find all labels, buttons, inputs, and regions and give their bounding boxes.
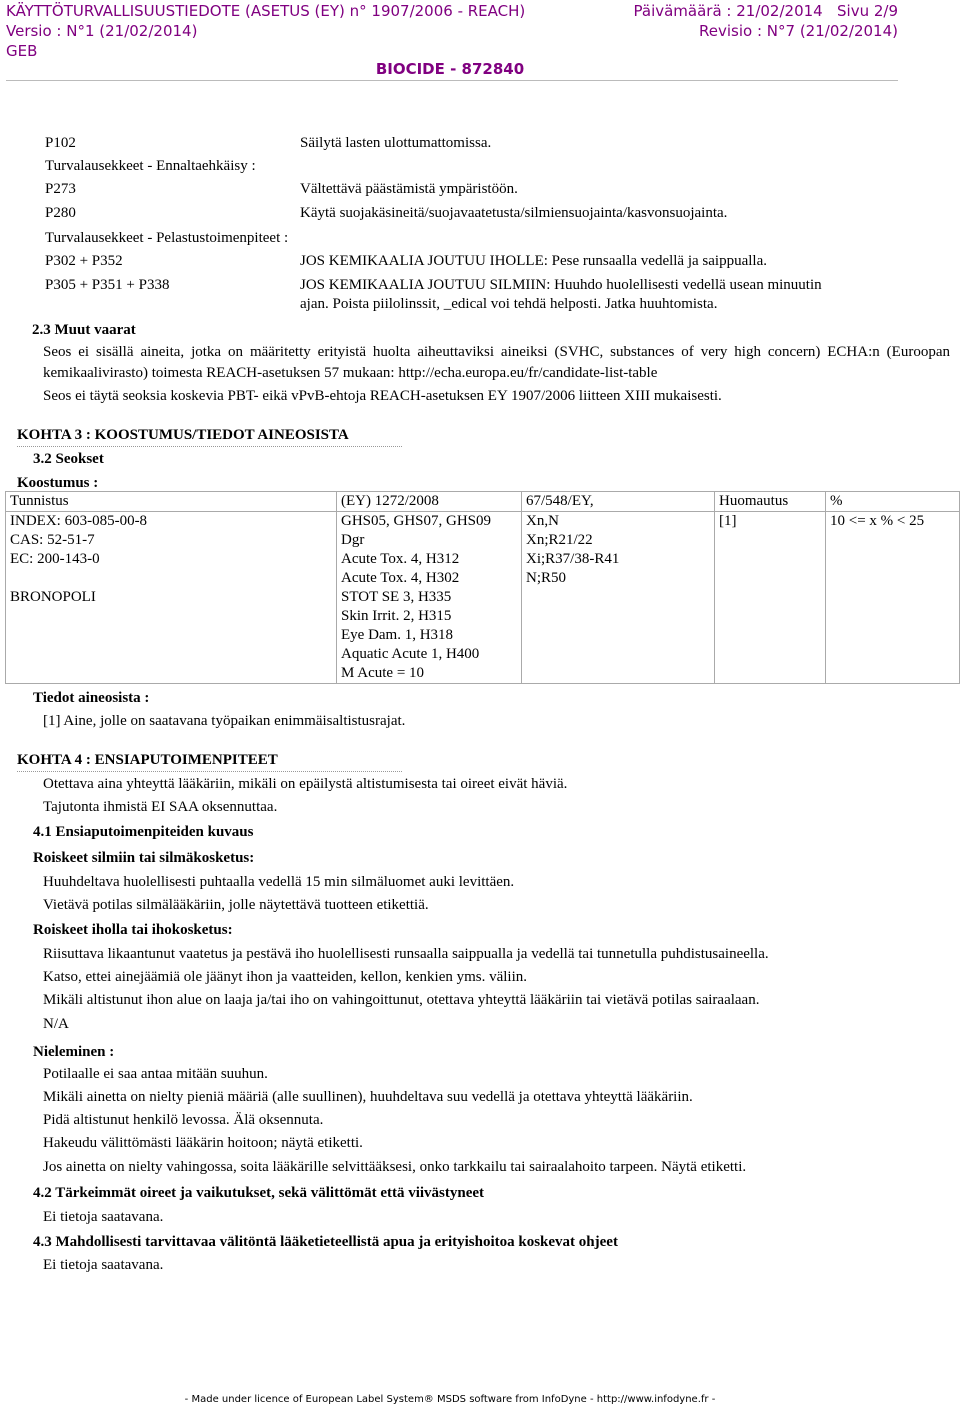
precaution-text-cont: ajan. Poista piilolinssit, _edical voi tehdä helposti. Jatka huuhtomista. [300, 296, 718, 312]
page-number: Sivu 2/9 [837, 2, 898, 20]
section-4-3-text: Ei tietoja saatavana. [43, 1257, 164, 1273]
document-title: KÄYTTÖTURVALLISUUSTIEDOTE (ASETUS (EY) n° 1907/2006 - REACH) [6, 2, 526, 20]
section-4-2-heading: 4.2 Tärkeimmät oireet ja vaikutukset, sekä välittömät että viivästyneet [33, 1185, 485, 1201]
pbt-paragraph: Seos ei täytä seoksia koskevia PBT- eikä vPvB-ehtoja REACH-asetuksen EY 1907/2006 liitteen XIII mukaisesti. [43, 388, 722, 404]
language-code: GEB [6, 42, 38, 60]
ingestion-text: Potilaalle ei saa antaa mitään suuhun. [43, 1066, 268, 1082]
section-4-heading: KOHTA 4 : ENSIAPUTOIMENPITEET [17, 752, 278, 768]
skin-text: Riisuttava likaantunut vaatetus ja pestävä iho huolellisesti runsaalla saippualla ja vedellä tai tunnetulla puhdistusaineella. [43, 946, 769, 962]
clp-line: Acute Tox. 4, H312 [341, 551, 460, 567]
skin-text: Katso, ettei ainejäämiä ole jäänyt ihon ja vaatteiden, kellon, kenkien yms. väliin. [43, 969, 528, 985]
clp-line: Skin Irrit. 2, H315 [341, 608, 452, 624]
eyes-text: Huuhdeltava huolellisesti puhtaalla vedellä 15 min silmäluomet auki levittäen. [43, 874, 515, 890]
version-text: Versio : N°1 (21/02/2014) [6, 22, 198, 40]
precaution-code: P102 [45, 135, 76, 151]
header-divider [6, 80, 898, 81]
ingredient-info-text: [1] Aine, jolle on saatavana työpaikan enimmäisaltistusrajat. [43, 713, 406, 729]
ingestion-text: Jos ainetta on nielty vahingossa, soita lääkärille selvittääksesi, onko tarkkailu tai sairaalahoito tarpeen. Näytä etiketti. [43, 1159, 747, 1175]
product-name: BIOCIDE - 872840 [375, 60, 525, 78]
header-cell: Huomautus [715, 492, 826, 512]
section-4-2-text: Ei tietoja saatavana. [43, 1209, 164, 1225]
precaution-category: Turvalausekkeet - Ennaltaehkäisy : [45, 158, 256, 174]
precaution-code: P273 [45, 181, 76, 197]
ingestion-text: Pidä altistunut henkilö levossa. Älä oksennuta. [43, 1112, 324, 1128]
identification-cell [6, 512, 337, 684]
note-cell: [1] [715, 512, 826, 684]
substance-name: BRONOPOLI [10, 589, 96, 605]
dsd-line: Xn;R21/22 [526, 532, 593, 548]
eyes-label: Roiskeet silmiin tai silmäkosketus: [33, 850, 255, 866]
section-4-underline [17, 771, 402, 772]
clp-cell [337, 512, 522, 684]
eyes-text: Vietävä potilas silmälääkäriin, jolle näytettävä tuotteen etikettiä. [43, 897, 429, 913]
ingestion-text: Hakeudu välittömästi lääkärin hoitoon; näytä etiketti. [43, 1135, 363, 1151]
ingestion-label: Nieleminen : [33, 1044, 115, 1060]
clp-line: Eye Dam. 1, H318 [341, 627, 454, 643]
skin-label: Roiskeet iholla tai ihokosketus: [33, 922, 233, 938]
clp-line: Acute Tox. 4, H302 [341, 570, 460, 586]
dsd-cell [522, 512, 715, 684]
svhc-paragraph: Seos ei sisällä aineita, jotka on määritetty erityistä huolta aiheuttaviksi aineiksi (SVHC, substances of very high concern) ECHA:n (Euroopan kemikaalivirasto) toimesta REACH-asetuksen 57 mukaan: http://echa.europa.eu/fr/candidate-list-table [43, 344, 950, 381]
clp-line: M Acute = 10 [341, 665, 425, 681]
first-aid-intro: Otettava aina yhteyttä lääkäriin, mikäli on epäilystä altistumisesta tai oireet eivät häviä. [43, 776, 568, 792]
precaution-text: JOS KEMIKAALIA JOUTUU SILMIIN: Huuhdo huolellisesti vedellä usean minuutin [300, 277, 822, 293]
skin-text: Mikäli altistunut ihon alue on laaja ja/tai iho on vahingoittunut, otettava yhteyttä lääkäriin tai vietävä potilas sairaalaan. [43, 992, 760, 1008]
composition-table [5, 491, 960, 684]
clp-line: Dgr [341, 532, 365, 548]
dsd-line: N;R50 [526, 570, 567, 586]
skin-text: N/A [43, 1016, 69, 1032]
precaution-text: Säilytä lasten ulottumattomissa. [300, 135, 492, 151]
clp-line: GHS05, GHS07, GHS09 [341, 513, 492, 529]
spacer [10, 569, 332, 588]
section-4-1-heading: 4.1 Ensiaputoimenpiteiden kuvaus [33, 824, 254, 840]
precaution-text: JOS KEMIKAALIA JOUTUU IHOLLE: Pese runsaalla vedellä ja saippualla. [300, 253, 767, 269]
clp-line: STOT SE 3, H335 [341, 589, 452, 605]
first-aid-intro: Tajutonta ihmistä EI SAA oksennuttaa. [43, 799, 278, 815]
page-footer: - Made under licence of European Label System® MSDS software from InfoDyne - http://www.infodyne.fr - [184, 1394, 716, 1405]
section-3-heading: KOHTA 3 : KOOSTUMUS/TIEDOT AINEOSISTA [17, 427, 349, 443]
precaution-code: P280 [45, 205, 76, 221]
percent-cell: 10 <= x % < 25 [826, 512, 960, 684]
precaution-category: Turvalausekkeet - Pelastustoimenpiteet : [45, 230, 289, 246]
precaution-text: Käytä suojakäsineitä/suojavaatetusta/silmiensuojainta/kasvonsuojainta. [300, 205, 728, 221]
table-row [6, 512, 960, 684]
date-text: Päivämäärä : 21/02/2014 [633, 2, 823, 20]
dsd-line: Xn,N [526, 513, 559, 529]
header-cell: (EY) 1272/2008 [337, 492, 522, 512]
precaution-text: Vältettävä päästämistä ympäristöön. [300, 181, 518, 197]
section-4-3-heading: 4.3 Mahdollisesti tarvittavaa välitöntä lääketieteellistä apua ja erityishoitoa koskevat ohjeet [33, 1234, 618, 1250]
index-number: INDEX: 603-085-00-8 [10, 513, 148, 529]
composition-label: Koostumus : [17, 475, 99, 491]
ec-number: EC: 200-143-0 [10, 551, 100, 567]
section-3-2-heading: 3.2 Seokset [33, 451, 104, 467]
table-header-row [6, 492, 960, 512]
header-cell: 67/548/EY, [522, 492, 715, 512]
section-2-3-heading: 2.3 Muut vaarat [32, 322, 136, 338]
cas-number: CAS: 52-51-7 [10, 532, 95, 548]
precaution-code: P305 + P351 + P338 [45, 277, 170, 293]
section-3-underline [17, 446, 402, 447]
header-cell: Tunnistus [6, 492, 337, 512]
page-date [634, 2, 899, 20]
ingredient-info-label: Tiedot aineosista : [33, 690, 150, 706]
revision-text: Revisio : N°7 (21/02/2014) [699, 22, 898, 40]
clp-line: Aquatic Acute 1, H400 [341, 646, 480, 662]
dsd-line: Xi;R37/38-R41 [526, 551, 620, 567]
header-cell: % [826, 492, 960, 512]
ingestion-text: Mikäli ainetta on nielty pieniä määriä (alle suullinen), huuhdeltava suu vedellä ja otettava yhteyttä lääkäriin. [43, 1089, 693, 1105]
precaution-code: P302 + P352 [45, 253, 123, 269]
